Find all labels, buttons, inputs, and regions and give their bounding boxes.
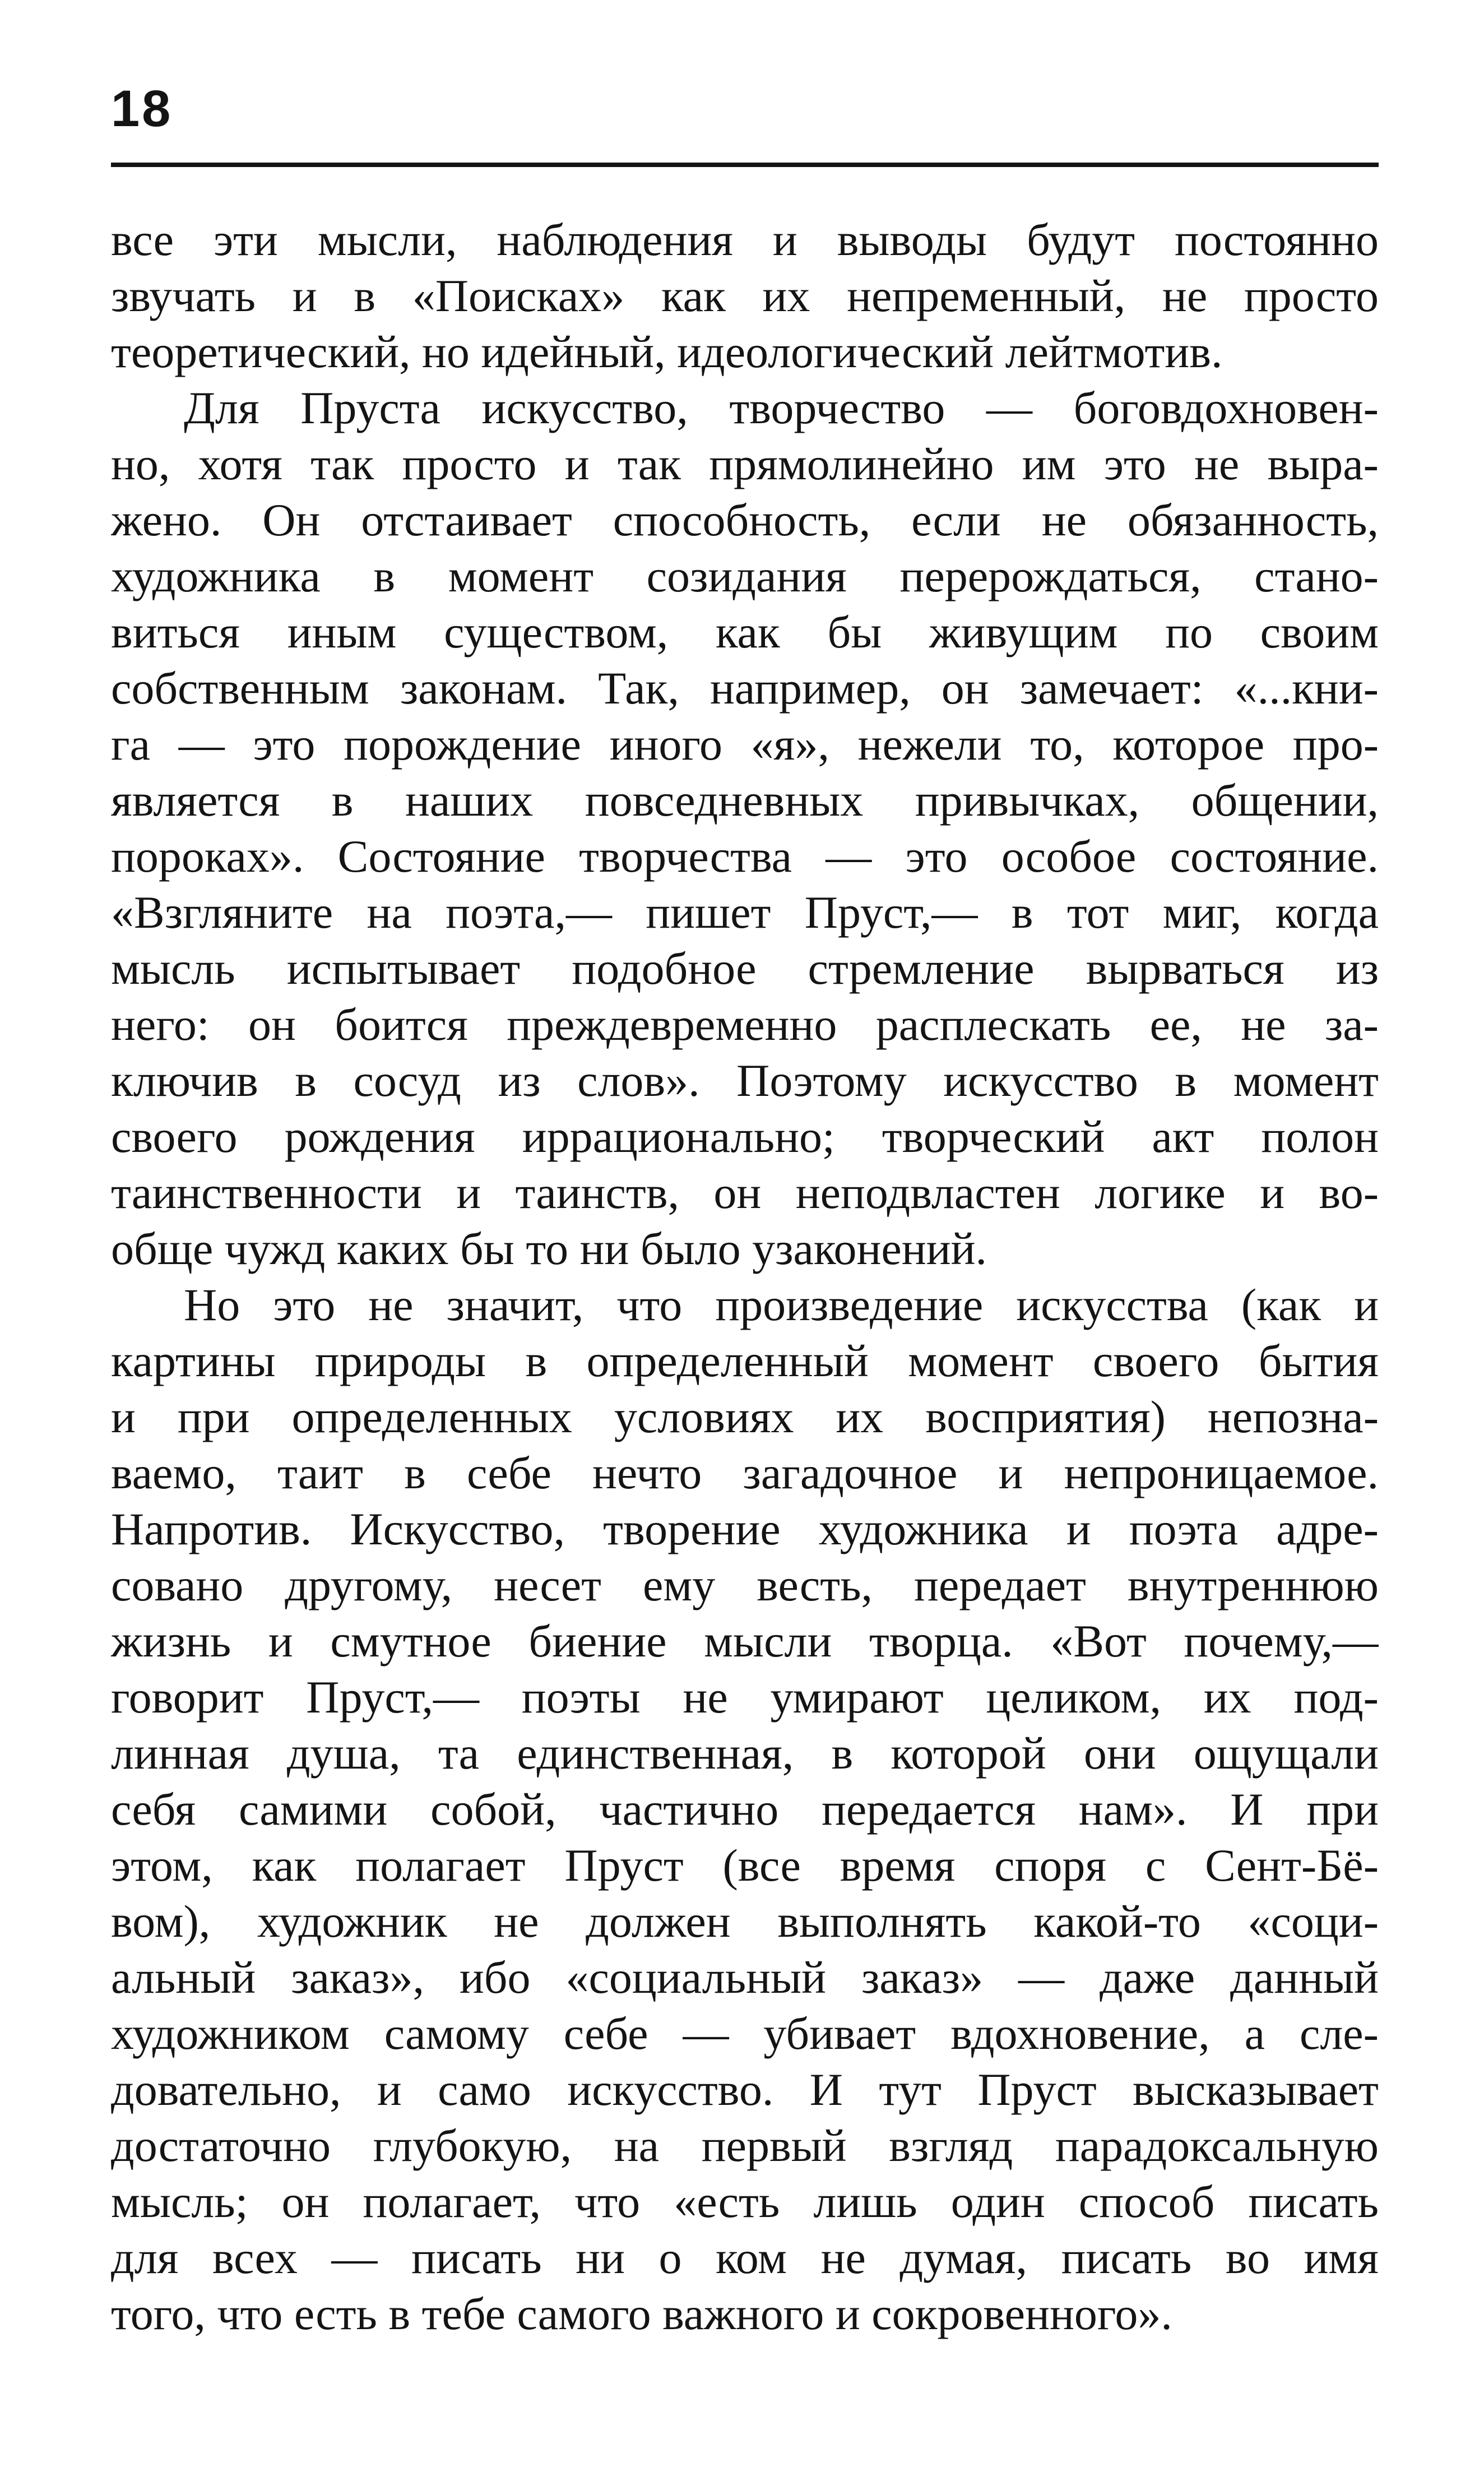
text-line: таинственности и таинств, он неподвластен логике и во- [111, 1167, 1379, 1218]
text-line: для всех — писать ни о ком не думая, писать во имя [111, 2232, 1379, 2283]
text-line: достаточно глубокую, на первый взгляд парадоксальную [111, 2120, 1379, 2171]
text-line: Напротив. Искусство, творение художника и поэта адре- [111, 1503, 1379, 1554]
text-line: художником самому себе — убивает вдохновение, а сле- [111, 2008, 1379, 2059]
text-line: жизнь и смутное биение мысли творца. «Вот почему,— [111, 1616, 1379, 1667]
text-line: совано другому, несет ему весть, передает внутреннюю [111, 1559, 1379, 1610]
text-line: себя самими собой, частично передается нам». И при [111, 1784, 1379, 1835]
page-number: 18 [111, 80, 173, 137]
text-line: пороках». Состояние творчества — это особое состояние. [111, 831, 1379, 882]
text-line: Для Пруста искусство, творчество — боговдохновен- [184, 382, 1379, 433]
paragraph [111, 1277, 1379, 2342]
text-line: своего рождения иррационально; творческий акт полон [111, 1111, 1379, 1162]
text-line: него: он боится преждевременно расплескать ее, не за- [111, 999, 1379, 1050]
text-line: Но это не значит, что произведение искусства (как и [184, 1279, 1379, 1330]
text-line: мысль; он полагает, что «есть лишь один способ писать [111, 2176, 1379, 2227]
text-line: ваемо, таит в себе нечто загадочное и непроницаемое. [111, 1447, 1379, 1498]
text-line: но, хотя так просто и так прямолинейно им это не выра- [111, 438, 1379, 489]
text-line: «Взгляните на поэта,— пишет Пруст,— в тот миг, когда [111, 887, 1379, 938]
text-line: картины природы в определенный момент своего бытия [111, 1335, 1379, 1386]
paragraph [111, 380, 1379, 1277]
text-line: жено. Он отстаивает способность, если не обязанность, [111, 494, 1379, 545]
text-line: виться иным существом, как бы живущим по своим [111, 607, 1379, 658]
header-rule [111, 163, 1379, 167]
text-line: вом), художник не должен выполнять какой-то «соци- [111, 1896, 1379, 1947]
text-line: альный заказ», ибо «социальный заказ» — даже данный [111, 1952, 1379, 2003]
text-line: художника в момент созидания перерождаться, стано- [111, 550, 1379, 601]
text-line: и при определенных условиях их восприятия) непозна- [111, 1391, 1379, 1442]
text-line: собственным законам. Так, например, он замечает: «...кни- [111, 663, 1379, 714]
text-line: говорит Пруст,— поэты не умирают целиком, их под- [111, 1672, 1379, 1723]
text-line: мысль испытывает подобное стремление вырваться из [111, 943, 1379, 994]
text-line: звучать и в «Поисках» как их непременный, не просто [111, 270, 1379, 321]
paragraph [111, 212, 1379, 380]
text-line: га — это порождение иного «я», нежели то, которое про- [111, 719, 1379, 770]
text-line: того, что есть в тебе самого важного и сокровенного». [111, 2288, 1172, 2339]
text-line: довательно, и само искусство. И тут Пруст высказывает [111, 2064, 1379, 2115]
text-line: этом, как полагает Пруст (все время споря с Сент-Бё- [111, 1840, 1379, 1891]
text-line: является в наших повседневных привычках, общении, [111, 775, 1379, 826]
body-text [111, 212, 1379, 2342]
text-line: обще чужд каких бы то ни было узаконений. [111, 1223, 987, 1274]
text-line: все эти мысли, наблюдения и выводы будут постоянно [111, 214, 1379, 265]
text-line: линная душа, та единственная, в которой они ощущали [111, 1728, 1379, 1779]
text-line: ключив в сосуд из слов». Поэтому искусство в момент [111, 1055, 1379, 1106]
text-line: теоретический, но идейный, идеологический лейтмотив. [111, 326, 1223, 377]
